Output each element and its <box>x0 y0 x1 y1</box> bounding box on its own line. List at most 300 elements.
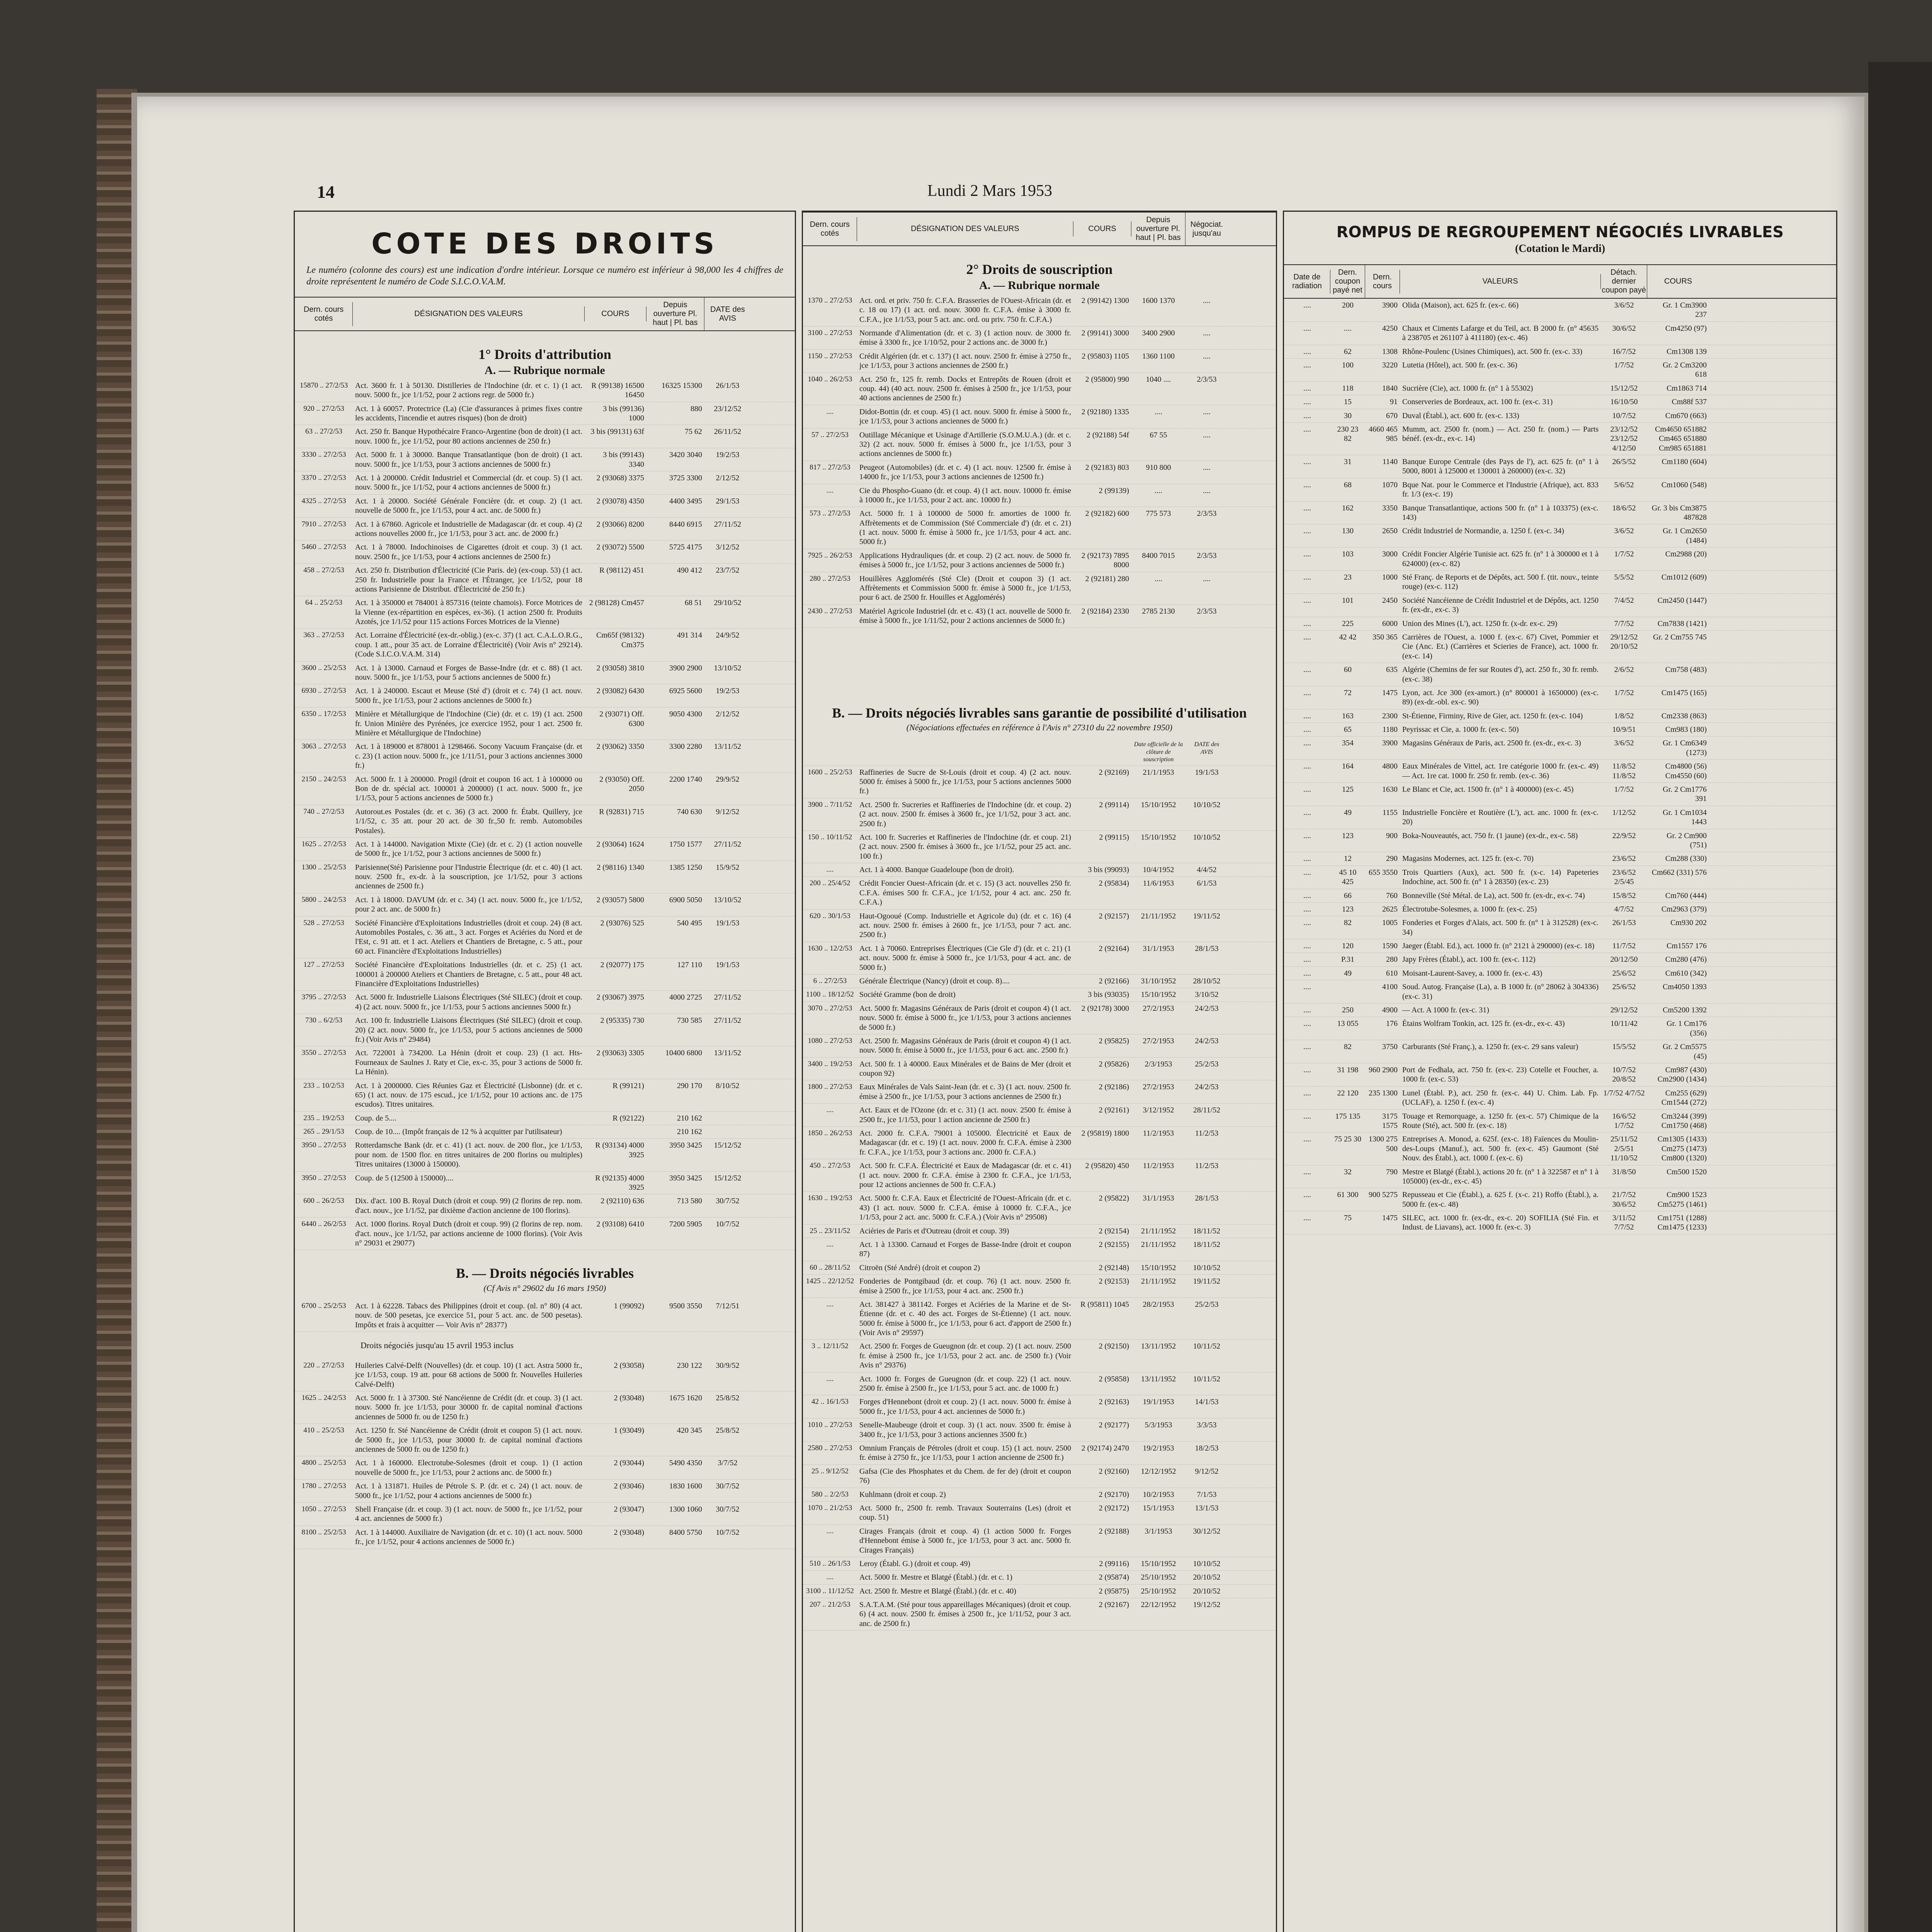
last-quote-date: 1150 .. 27/2/53 <box>808 352 852 360</box>
last-coupon: 49 <box>1344 969 1352 978</box>
last-quote: 6000 <box>1382 619 1398 628</box>
last-quote-date: .... <box>826 1240 834 1248</box>
last-quote-date: .... <box>826 486 834 495</box>
radiation-date: .... <box>1303 1167 1311 1176</box>
last-quote-date: 3795 .. 27/2/53 <box>301 993 346 1002</box>
last-coupon: 82 <box>1344 1043 1352 1051</box>
negotiation-date: 4/4/52 <box>1197 866 1217 874</box>
last-coupon: 225 <box>1342 619 1354 628</box>
radiation-date: .... <box>1303 1190 1311 1199</box>
table-row <box>295 838 795 861</box>
table-row <box>1284 345 1836 359</box>
security-designation: Act. 2500 fr. Forges de Gueugnon (dr. et coup. 2) (1 act. nouv. 2500 fr. émise à 2500 fr., jce 1/1/53, pour 2 act. anc. de 2500 fr.) (Voir Avis n° 29376) <box>859 1342 1071 1370</box>
last-coupon: 163 <box>1342 711 1354 720</box>
security-name: Étains Wolfram Tonkin, act. 125 fr. (ex-dr., ex-c. 43) <box>1402 1019 1565 1028</box>
radiation-date: .... <box>1303 347 1311 356</box>
quote-value: 2 (93058) <box>614 1361 644 1370</box>
security-designation: Act. 1 à 144000. Auxiliaire de Navigation (dr. et c. 10) (1 act. nouv. 5000 fr., jce 1/1/52, pour 4 actions anciennes de 5000 fr.) <box>355 1528 582 1546</box>
negotiation-date: 28/11/52 <box>1193 1106 1221 1115</box>
range-value: 127 110 <box>677 961 702 969</box>
detach-date: 16/6/52 1/7/52 <box>1612 1112 1636 1130</box>
quote-value: Cm1305 (1433) Cm275 (1473) Cm800 (1320) <box>1657 1135 1707 1163</box>
last-quote-date: 3900 .. 7/11/52 <box>808 800 852 809</box>
table-row <box>803 1571 1276 1584</box>
table-row <box>803 1340 1276 1372</box>
security-designation: Dix. d'act. 100 B. Royal Dutch (droit et coup. 99) (2 florins de rep. nom. d'act. nouv., jce 1/1/52, par dixième d'action ancienne de 100 florins). <box>355 1197 582 1215</box>
table-row <box>295 629 795 661</box>
detach-date: 1/7/52 <box>1614 361 1634 369</box>
table-row <box>295 541 795 564</box>
table-row <box>295 1194 795 1218</box>
security-designation: Act. 250 fr. Distribution d'Électricité (Cie Paris. de) (ex-coup. 53) (1 act. 250 fr. Industrielle pour la France et l'Étranger, jce 1/1/52, pour 18 actions Parisienne de Distribut. d'Électricité de 250 fr.) <box>355 566 582 594</box>
security-name: Algérie (Chemins de fer sur Routes d'), act. 250 fr., 30 fr. remb. (ex-c. 38) <box>1402 665 1599 684</box>
security-designation: Applications Hydrauliques (dr. et coup. 2) (2 act. nouv. de 5000 fr. émises à 5000 fr., jce 1/1/52, pour 3 actions anciennes de 5000 fr.) <box>859 551 1071 570</box>
quote-value: Cm65f (98132) Cm375 <box>596 631 644 649</box>
range-value: 13/11/1952 <box>1141 1374 1176 1383</box>
table-row <box>295 596 795 629</box>
range-value: 9500 3550 <box>669 1301 702 1310</box>
header-cell: Dern. cours <box>1365 270 1400 294</box>
negotiation-date: 2/3/53 <box>1197 551 1217 560</box>
notice-date: 3/7/52 <box>718 1459 738 1468</box>
quote-value: 2 (92188) 54f <box>1087 430 1129 439</box>
quote-value: Cm4250 (97) <box>1665 324 1707 333</box>
range-value: 5/3/1953 <box>1145 1421 1172 1430</box>
last-quote-date: .... <box>826 866 834 874</box>
last-quote-date: 8100 .. 25/2/53 <box>301 1528 346 1536</box>
last-quote: 4660 465 985 <box>1369 425 1398 443</box>
header-cell: COURS <box>585 306 646 321</box>
range-value: 290 170 <box>677 1081 702 1090</box>
last-quote: 1140 <box>1382 457 1398 466</box>
quote-value: 3 bis (99131) 63f <box>590 427 644 436</box>
last-quote: 3175 1575 <box>1382 1112 1398 1130</box>
table-row <box>1284 736 1836 760</box>
range-value: 730 585 <box>677 1016 702 1025</box>
quote-value: 2 (93076) 525 <box>600 918 644 927</box>
header-cell: Depuis ouverture Pl. haut | Pl. bas <box>1131 213 1185 245</box>
quote-value: Cm7838 (1421) <box>1657 619 1707 628</box>
table-row <box>803 294 1276 327</box>
quote-value: 2 (92163) <box>1099 1398 1129 1406</box>
range-value: 25/10/1952 <box>1141 1573 1176 1582</box>
radiation-date: .... <box>1303 808 1311 817</box>
security-designation: Act. 500 fr. 1 à 40000. Eaux Minérales et de Bains de Mer (droit et coupon 92) <box>859 1060 1071 1078</box>
last-quote: 900 <box>1386 831 1398 840</box>
negotiation-date: 10/11/52 <box>1193 1342 1221 1351</box>
last-quote: 3750 <box>1382 1043 1398 1051</box>
security-name: Boka-Nouveautés, act. 750 fr. (1 jaune) (ex-dr., ex-c. 58) <box>1402 831 1578 840</box>
security-designation: Act. 1 à 240000. Escaut et Meuse (Sté d') (droit et c. 74) (1 act. nouv. 5000 fr., jce 1/1/53, pour 2 actions anciennes de 5000 fr.) <box>355 687 582 705</box>
quote-value: 2 (93068) 3375 <box>596 474 644 483</box>
last-quote-date: 3950 .. 27/2/53 <box>301 1173 346 1182</box>
range-value: 1385 1250 <box>669 863 702 872</box>
quote-value: 2 (92164) <box>1099 944 1129 953</box>
security-name: SILEC, act. 1000 fr. (ex-dr., ex-c. 20) SOFILIA (Sté Fin. et Indust. de Liavans), act. 1000 fr. (ex-c. 3) <box>1402 1214 1599 1232</box>
security-designation: Crédit Foncier Ouest-Africain (dr. et c. 15) (3 act. nouvelles 250 fr. C.F.A. émises 500 fr. C.F.A., jce 1/1/52, pour 4 act. anc. 250 fr. C.F.A.) <box>859 879 1071 907</box>
table-row <box>803 877 1276 909</box>
quote-value: Cm4800 (56) Cm4550 (60) <box>1665 762 1707 780</box>
last-quote: 1840 <box>1382 384 1398 393</box>
last-quote-date: 42 .. 16/1/53 <box>811 1398 849 1406</box>
table-body <box>1284 299 1836 1235</box>
table-row <box>295 495 795 518</box>
detach-date: 23/6/52 2/5/45 <box>1612 868 1636 886</box>
quote-value: 2 (93050) Off. 2050 <box>599 775 644 793</box>
quote-value: 2 (92183) 803 <box>1085 463 1129 472</box>
radiation-date: .... <box>1303 905 1311 913</box>
range-value: 3725 3300 <box>669 474 702 483</box>
notice-date: 24/9/52 <box>716 631 740 640</box>
range-value: 27/2/1953 <box>1143 1036 1174 1045</box>
last-quote-date: 730 .. 6/2/53 <box>305 1016 343 1025</box>
quote-value: 2 (92178) 3000 <box>1081 1004 1129 1013</box>
negotiation-date: 3/3/53 <box>1197 1421 1217 1430</box>
range-value: 1600 1370 <box>1142 296 1175 305</box>
detach-date: 29/12/52 <box>1610 1006 1638 1015</box>
last-quote-date: 6700 .. 25/2/53 <box>301 1301 346 1310</box>
quote-value: R (95811) 1045 <box>1080 1300 1129 1309</box>
table-row <box>803 1372 1276 1396</box>
table-row <box>803 1104 1276 1127</box>
detach-date: 10/11/42 <box>1610 1019 1638 1028</box>
last-quote-date: .... <box>826 1527 834 1535</box>
last-quote: 3000 <box>1382 550 1398 559</box>
table-row <box>1284 382 1836 395</box>
last-quote-date: 3100 .. 27/2/53 <box>808 329 852 337</box>
range-value: 67 55 <box>1150 430 1167 439</box>
security-name: Banque Transatlantique, actions 500 fr. (n° 1 à 103375) (ex-c. 143) <box>1402 503 1599 522</box>
quote-value: Cm1308 139 <box>1667 347 1707 356</box>
radiation-date: .... <box>1303 785 1311 794</box>
quote-value: Cm758 (483) <box>1665 665 1707 674</box>
table-row <box>803 1159 1276 1192</box>
range-value: 31/1/1953 <box>1143 944 1174 953</box>
table-row <box>1284 478 1836 502</box>
last-quote-date: 220 .. 27/2/53 <box>303 1361 344 1369</box>
table-row <box>295 1480 795 1503</box>
quote-value: 2 (92181) 280 <box>1085 574 1129 583</box>
column-title: COTE DES DROITS <box>371 227 718 260</box>
notice-date: 19/1/53 <box>716 918 740 927</box>
last-quote-date: 1080 .. 27/2/53 <box>808 1036 852 1045</box>
security-name: Japy Frères (Établ.), act. 100 fr. (ex-c. 112) <box>1402 955 1536 964</box>
quote-value: 2 (95858) <box>1099 1374 1129 1383</box>
security-name: Mestre et Blatgé (Établ.), actions 20 fr. (n° 1 à 322587 et n° 1 à 105000) (ex-dr., ex-c. 45) <box>1402 1167 1599 1185</box>
security-designation: Cirages Français (droit et coup. 4) (1 action 5000 fr. Forges d'Hennebont émise à 5000 fr., jce 1/1/53, pour 3 act. anc. 5000 fr. Cirages Français) <box>859 1527 1071 1554</box>
security-designation: Act. 5000 fr. C.F.A. Eaux et Électricité de l'Ouest-Africain (dr. et c. 43) (1 act. nouv. 5000 fr. C.F.A. émise à 10000 fr. C.F.A., jce 1/1/53, pour 2 act. anc. 5000 fr. C.F.A.) (Voir Avis n° 29508) <box>859 1194 1071 1222</box>
section-title: 2° Droits de souscription <box>966 262 1113 277</box>
table-row <box>1284 723 1836 736</box>
security-designation: Société Financière d'Exploitations Industrielles (droit et coup. 24) (8 act. Automobiles Postales, c. 36 att., 3 act. Forges et Aciéries du Nord et de l'Est, c. 91 att. et 1 act. Ateliers et Chantiers de Bretagne, c. 5 att., pour 60 act. Financière d'Exploitations Industrielles) <box>355 918 582 956</box>
notice-date: 30/7/52 <box>716 1482 740 1491</box>
last-coupon: 45 10 425 <box>1339 868 1357 886</box>
table-row <box>803 942 1276 975</box>
quote-value: Cm983 (180) <box>1665 725 1707 734</box>
security-designation: Act. 1 à 18000. DAVUM (dr. et c. 34) (1 act. nouv. 5000 fr., jce 1/1/52, pour 2 act. anc. de 5000 fr.) <box>355 895 582 914</box>
security-name: Crédit Industriel de Normandie, a. 1250 f. (ex-c. 34) <box>1402 527 1564 536</box>
table-row <box>803 1557 1276 1571</box>
range-value: 7200 5905 <box>669 1220 702 1229</box>
detach-date: 16/10/50 <box>1610 398 1638 406</box>
radiation-date: .... <box>1303 411 1311 420</box>
quote-value: 2 (92110) 636 <box>600 1197 644 1206</box>
security-designation: Act. 2500 fr. Mestre et Blatgé (Établ.) (dr. et c. 40) <box>859 1587 1016 1595</box>
column-intro: Le numéro (colonne des cours) est une indication d'ordre intérieur. Lorsque ce numéro est inférieur à 98,000 les 4 chiffres de droite représentent le numéro de Code S.I.C.O.V.A.M. <box>306 265 783 287</box>
table-row <box>803 1585 1276 1598</box>
table-row <box>1284 953 1836 966</box>
table-row <box>803 1488 1276 1502</box>
last-quote: 2300 <box>1382 711 1398 720</box>
table-row <box>295 805 795 838</box>
quote-value: Cm5200 1392 <box>1663 1006 1707 1015</box>
security-designation: Act. 5000 fr. Industrielle Liaisons Électriques (Sté SILEC) (droit et coup. 4) (2 act. nouv. 5000 fr., jce 1/1/53, pour 5 actions anciennes 5000 fr.) <box>355 993 582 1011</box>
security-designation: Shell Française (dr. et coup. 3) (1 act. nouv. de 5000 fr., jce 1/1/52, pour 4 act. anciennes de 5000 fr.) <box>355 1505 582 1523</box>
range-value: 5725 4175 <box>669 543 702 552</box>
negotiation-date: 11/2/53 <box>1195 1162 1219 1170</box>
table-row <box>295 402 795 425</box>
table-row <box>1284 783 1836 806</box>
range-value: 910 800 <box>1146 463 1171 472</box>
table-row <box>803 484 1276 507</box>
table-row <box>803 1598 1276 1631</box>
security-name: Mumm, act. 2500 fr. (nom.) — Act. 250 fr. (nom.) — Parts bénéf. (ex-dr., ex-c. 14) <box>1402 425 1599 443</box>
quote-value: Gr. 1 Cm176 (356) <box>1667 1019 1707 1037</box>
range-value: 15/10/1952 <box>1141 1263 1176 1272</box>
security-name: Soud. Autog. Française (La), a. B 1000 fr. (n° 28062 à 304336) (ex-c. 31) <box>1402 983 1599 1001</box>
detach-date: 3/6/52 <box>1614 739 1634 748</box>
range-value: 230 122 <box>677 1361 702 1370</box>
quote-value: 2 (92161) <box>1099 1106 1129 1115</box>
range-value: 775 573 <box>1146 509 1171 518</box>
quote-value: 2 (92172) <box>1099 1503 1129 1512</box>
last-quote: 1475 <box>1382 1214 1398 1223</box>
negotiation-date: 19/11/52 <box>1193 912 1221 920</box>
table-row <box>1284 1003 1836 1017</box>
quote-value: Cm2450 (1447) <box>1657 596 1707 605</box>
quote-value: Gr. 2 Cm900 (751) <box>1667 831 1707 849</box>
security-designation: Autorout.es Postales (dr. et c. 36) (3 act. 2000 fr. Étabt. Quillery, jce 1/1/52, c. 35 att. pour 20 act. de 30 fr.,50 fr. remb. Automobiles Postales). <box>355 807 582 835</box>
negotiation-date: 30/12/52 <box>1193 1527 1221 1536</box>
quote-value: Gr. 2 Cm1776 391 <box>1663 785 1707 803</box>
range-value: 8440 6915 <box>669 520 702 529</box>
table-body <box>295 379 795 1250</box>
last-quote-date: 127 .. 27/2/53 <box>303 961 344 969</box>
last-coupon: 230 23 82 <box>1337 425 1359 443</box>
quote-value: Cm3244 (399) Cm1750 (468) <box>1661 1112 1707 1130</box>
radiation-date: .... <box>1303 1019 1311 1028</box>
negotiation-date: .... <box>1203 486 1211 495</box>
quote-value: 2 (92150) <box>1099 1342 1129 1351</box>
security-designation: Act. 1 à 200000. Crédit Industriel et Commercial (dr. et coup. 5) (1 act. nouv. 5000 fr., jce 1/1/52, pour 4 actions anciennes de 5000 fr.) <box>355 474 582 492</box>
detach-date: 7/7/52 <box>1614 619 1634 628</box>
negotiation-date: 9/12/52 <box>1195 1467 1219 1476</box>
security-name: Banque Europe Centrale (des Pays de l'), act. 625 fr. (n° 1 à 5000, 8001 à 125000 et 130001 à 260000) (ex-c. 32) <box>1402 457 1599 476</box>
security-name: Duval (Établ.), act. 600 fr. (ex-c. 133) <box>1402 411 1519 420</box>
last-quote: 670 <box>1386 411 1398 420</box>
negotiation-date: 14/1/53 <box>1195 1398 1219 1406</box>
table-row <box>1284 548 1836 571</box>
table-body <box>295 1299 795 1332</box>
negotiation-date: 19/1/53 <box>1195 768 1219 777</box>
security-designation: Parisienne(Sté) Parisienne pour l'Industrie Électrique (dr. et c. 40) (1 act. nouv. 2500 fr., ex-dr. à la souscription, jce 1/1/52, pour 3 actions anciennes de 2500 fr.) <box>355 863 582 891</box>
table-row <box>295 425 795 448</box>
quote-value: Cm280 (476) <box>1665 955 1707 964</box>
table-row <box>803 798 1276 831</box>
table-row <box>1284 631 1836 663</box>
header-cell: Date de radiation <box>1284 270 1330 294</box>
last-quote-date: 620 .. 30/1/53 <box>810 912 850 920</box>
radiation-date: .... <box>1303 503 1311 512</box>
range-value: 540 495 <box>677 918 702 927</box>
header-cell: Dern. cours cotés <box>295 302 353 326</box>
range-value: 6925 5600 <box>669 687 702 696</box>
table-row <box>295 564 795 596</box>
security-designation: Act. 1 à 78000. Indochinoises de Cigarettes (droit et coup. 3) (1 act. nouv. 2500 fr., jce 1/1/53, pour 4 actions anciennes de 2500 fr.) <box>355 543 582 561</box>
quote-value: 2 (95822) <box>1099 1194 1129 1203</box>
security-name: Magasins Généraux de Paris, act. 2500 fr. (ex-dr., ex-c. 3) <box>1402 739 1581 748</box>
range-value: 19/2/1953 <box>1143 1444 1174 1452</box>
security-designation: Act. 3600 fr. 1 à 50130. Distilleries de l'Indochine (dr. et c. 1) (1 act. nouv. 5000 fr., jce 1/1/52, pour 2 actions regr. de 5000 fr.) <box>355 381 582 400</box>
security-name: Touage et Remorquage, a. 1250 fr. (ex-c. 57) Chimique de la Route (Sté), act. 500 fr. (ex-c. 18) <box>1402 1112 1599 1130</box>
table-row <box>1284 903 1836 916</box>
security-name: Électrotube-Solesmes, a. 1000 fr. (ex-c. 25) <box>1402 905 1537 913</box>
table-row <box>1284 916 1836 939</box>
last-quote-date: 5800 .. 24/2/53 <box>301 895 346 904</box>
range-value: 21/1/1953 <box>1143 768 1174 777</box>
detach-date: 25/11/52 2/5/51 11/10/52 <box>1610 1135 1638 1163</box>
table-row <box>803 1058 1276 1081</box>
table-row <box>1284 1165 1836 1189</box>
quote-value: 2 (92184) 2330 <box>1081 607 1129 616</box>
quote-value: 1 (93049) <box>614 1426 644 1435</box>
subheader-cell: DATE des AVIS <box>1194 741 1219 755</box>
column-title: ROMPUS DE REGROUPEMENT NÉGOCIÉS LIVRABLES <box>1336 223 1784 241</box>
negotiation-date: .... <box>1203 296 1211 305</box>
detach-date: 10/7/52 20/8/52 <box>1612 1066 1636 1084</box>
last-quote-date: 1070 .. 21/2/53 <box>808 1503 852 1512</box>
table-row <box>1284 1087 1836 1110</box>
quote-value: 2 (99139) <box>1099 486 1129 495</box>
table-row <box>295 1359 795 1391</box>
radiation-date: .... <box>1303 1066 1311 1074</box>
quote-value: Cm1751 (1288) Cm1475 (1233) <box>1657 1214 1707 1232</box>
quote-value: Gr. 2 Cm5575 (45) <box>1663 1043 1707 1061</box>
quote-value: 3 bis (99093) <box>1088 866 1129 874</box>
quote-value: Cm760 (444) <box>1665 891 1707 900</box>
last-quote-date: 1600 .. 25/2/53 <box>808 768 852 776</box>
security-designation: Act. 1 à 4000. Banque Guadeloupe (bon de droit). <box>859 866 1014 874</box>
subheader-row <box>803 739 1276 766</box>
range-value: 21/11/1952 <box>1141 1240 1176 1249</box>
security-designation: Omnium Français de Pétroles (droit et coup. 15) (1 act. nouv. 2500 fr. émise à 2750 fr., jce 1/1/53, pour 1 action ancienne de 2500 fr.) <box>859 1444 1071 1462</box>
quote-value: 2 (92182) 600 <box>1085 509 1129 518</box>
security-name: Sucrière (Cie), act. 1000 fr. (n° 1 à 55302) <box>1402 384 1533 393</box>
table-row <box>803 572 1276 605</box>
security-designation: Act. 100 fr. Sucreries et Raffineries de l'Indochine (dr. et coup. 21) (2 act. nouv. 2500 fr. émises à 3600 fr., jce 1/1/52, pour 25 act. anc. 100 fr.) <box>859 833 1071 861</box>
quote-value: R (98112) 451 <box>599 566 644 575</box>
last-quote-date: 5460 .. 27/2/53 <box>301 543 346 551</box>
quote-value: Cm88f 537 <box>1672 398 1707 406</box>
table-row <box>1284 866 1836 889</box>
table-row <box>295 448 795 471</box>
notice-date: 13/11/52 <box>714 1049 742 1058</box>
notice-date: 27/11/52 <box>714 1016 742 1025</box>
range-value: 3900 2900 <box>669 663 702 672</box>
last-quote: 2450 <box>1382 596 1398 605</box>
last-quote-date: 920 .. 27/2/53 <box>303 404 344 413</box>
detach-date: 10/7/52 <box>1612 411 1636 420</box>
negotiation-date: 20/10/52 <box>1193 1587 1221 1595</box>
table-row <box>803 1395 1276 1418</box>
quote-value: 2 (93048) <box>614 1394 644 1403</box>
security-name: Port de Fedhala, act. 750 fr. (ex-c. 23) Cotelle et Foucher, a. 1000 fr. (ex-c. 53) <box>1402 1066 1599 1084</box>
security-designation: Outillage Mécanique et Usinage d'Artillerie (S.O.M.U.A.) (dr. et c. 32) (2 act. nouv. 5000 fr. émises à 5000 fr., jce 1/1/53, pour 3 actions anciennes de 5000 fr.) <box>859 430 1071 458</box>
quote-value: 2 (99116) <box>1099 1559 1129 1568</box>
last-coupon: 42 42 <box>1339 633 1357 641</box>
last-quote-date: 1630 .. 19/2/53 <box>808 1194 852 1202</box>
section-title: B. — Droits négociés livrables sans garantie de possibilité d'utilisation <box>832 705 1247 721</box>
table-row <box>295 707 795 740</box>
security-designation: Citroën (Sté André) (droit et coupon 2) <box>859 1263 980 1272</box>
table-row <box>295 1299 795 1332</box>
security-designation: Act. 1 à 160000. Electrotube-Solesmes (droit et coup. 1) (1 action nouvelle de 5000 fr., jce 1/1/53, pour 2 actions anc. de 5000 fr.) <box>355 1459 582 1477</box>
negotiation-date: 19/12/52 <box>1193 1600 1221 1609</box>
radiation-date: .... <box>1303 831 1311 840</box>
negotiation-date: .... <box>1203 430 1211 439</box>
last-quote: 1180 <box>1382 725 1398 734</box>
table-row <box>295 1079 795 1112</box>
range-value: 10/4/1952 <box>1143 866 1174 874</box>
range-value: 68 51 <box>685 599 702 607</box>
detach-date: 3/11/52 7/7/52 <box>1612 1214 1636 1232</box>
table-row <box>295 861 795 893</box>
range-value: 13/11/1952 <box>1141 1342 1176 1351</box>
table-row <box>803 1465 1276 1488</box>
radiation-date: .... <box>1303 398 1311 406</box>
last-coupon: 118 <box>1342 384 1354 393</box>
table-row <box>1284 409 1836 423</box>
security-designation: Gafsa (Cie des Phosphates et du Chem. de fer de) (droit et coupon 76) <box>859 1467 1071 1485</box>
last-quote: 290 <box>1386 854 1398 863</box>
last-quote-date: .... <box>826 1573 834 1582</box>
last-quote-date: 2150 .. 24/2/53 <box>301 775 346 783</box>
last-quote-date: 1010 .. 27/2/53 <box>808 1421 852 1429</box>
last-coupon: 123 <box>1342 905 1354 913</box>
security-designation: Coup. de 5 (12500 à 150000).... <box>355 1173 454 1182</box>
notice-date: 23/12/52 <box>714 404 742 413</box>
security-designation: Générale Électrique (Nancy) (droit et coup. 8).... <box>859 976 1010 985</box>
header-cell: Depuis ouverture Pl. haut | Pl. bas <box>646 298 704 330</box>
range-value: 11/2/1953 <box>1143 1162 1174 1170</box>
security-designation: Act. 5000 fr. 1 à 30000. Banque Transatlantique (bon de droit) (1 act. nouv. 5000 fr., jce 1/1/53, pour 3 actions anciennes de 5000 fr.) <box>355 451 582 469</box>
quote-value: 2 (93064) 1624 <box>596 840 644 849</box>
negotiation-date: 2/3/53 <box>1197 509 1217 518</box>
radiation-date: .... <box>1303 596 1311 605</box>
notice-date: 2/12/52 <box>716 474 740 483</box>
radiation-date: .... <box>1303 868 1311 877</box>
page-number: 14 <box>317 182 335 202</box>
security-designation: Act. 1 à 62228. Tabacs des Philippines (droit et coup. (nl. n° 80) (4 act. nouv. de 500 pesetas, jce exercice 51, pour 5 act. anc. de 500 pesetas). Impôts et frais à acquitter — Voir Avis n° 28377) <box>355 1301 582 1329</box>
last-quote-date: 200 .. 25/4/52 <box>810 879 850 888</box>
table-row <box>295 1424 795 1456</box>
quote-value: 2 (92155) <box>1099 1240 1129 1249</box>
table-row <box>1284 594 1836 617</box>
range-value: .... <box>1155 407 1162 416</box>
table-row <box>1284 760 1836 783</box>
table-row <box>803 988 1276 1002</box>
quote-value: 2 (93082) 6430 <box>596 687 644 696</box>
